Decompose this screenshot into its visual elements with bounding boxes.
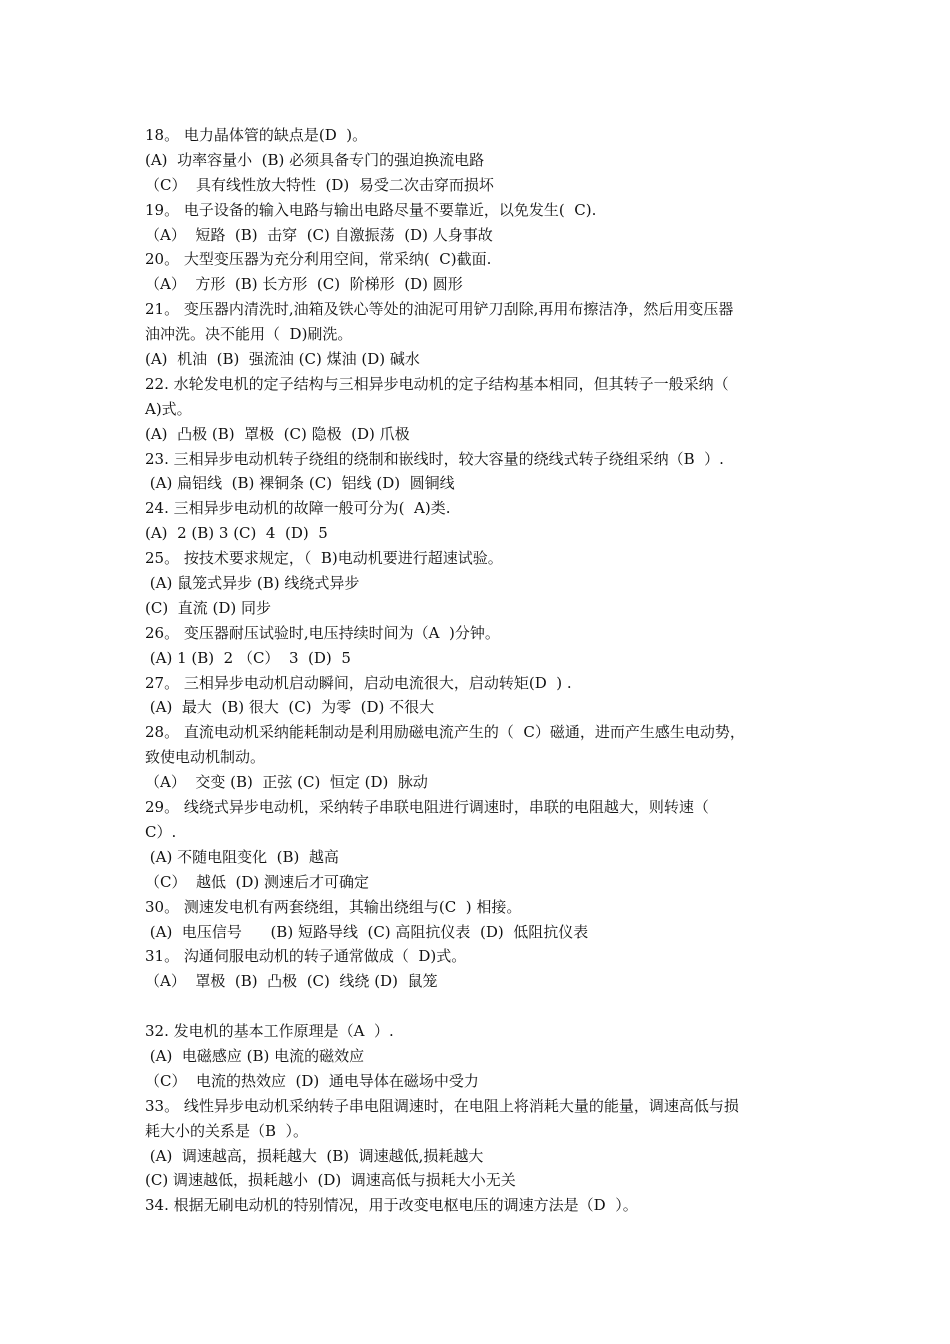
question-19-stem: 19。 电子设备的输入电路与输出电路尽量不要靠近，以免发生( C). — [145, 200, 597, 219]
question-21-stem-line-1: 21。 变压器内清洗时,油箱及铁心等处的油泥可用铲刀刮除,再用布擦洁净，然后用变压器 — [145, 300, 734, 319]
question-29-options-cd: （C） 越低 (D) 测速后才可确定 — [145, 872, 370, 891]
question-21-stem-line-2: 油冲洗。决不能用（ D)刷洗。 — [145, 325, 353, 344]
question-20-stem: 20。 大型变压器为充分利用空间，常采纳( C)截面. — [145, 250, 492, 269]
question-25-stem: 25。 按技术要求规定，（ B)电动机要进行超速试验。 — [145, 549, 503, 568]
question-28-stem-line-1: 28。 直流电动机采纳能耗制动是利用励磁电流产生的（ C）磁通，进而产生感生电动势， — [145, 723, 745, 742]
question-26-options: (A) 1 (B) 2 （C） 3 (D) 5 — [145, 648, 351, 667]
question-27-options: (A) 最大 (B) 很大 (C) 为零 (D) 不很大 — [145, 698, 435, 717]
question-23-stem: 23. 三相异步电动机转子绕组的绕制和嵌线时，较大容量的绕线式转子绕组采纳（B ）. — [145, 449, 724, 468]
question-24-options: (A) 2 (B) 3 (C) 4 (D) 5 — [145, 524, 328, 543]
question-22-options: (A) 凸极 (B) 罩极 (C) 隐极 (D) 爪极 — [145, 424, 410, 443]
question-25-options-ab: (A) 鼠笼式异步 (B) 线绕式异步 — [145, 574, 360, 593]
question-26-stem: 26。 变压器耐压试验时,电压持续时间为（A )分钟。 — [145, 623, 500, 642]
question-19-options: （A） 短路 (B) 击穿 (C) 自激振荡 (D) 人身事故 — [145, 225, 493, 244]
question-33-options-cd: (C) 调速越低，损耗越小 (D) 调速高低与损耗大小无关 — [145, 1171, 516, 1190]
question-33-stem-line-2: 耗大小的关系是（B ）。 — [145, 1121, 309, 1140]
question-30-options: (A) 电压信号 (B) 短路导线 (C) 高阻抗仪表 (D) 低阻抗仪表 — [145, 922, 589, 941]
question-22-stem-line-1: 22. 水轮发电机的定子结构与三相异步电动机的定子结构基本相同，但其转子一般采纳（ — [145, 374, 729, 393]
question-31-stem: 31。 沟通伺服电动机的转子通常做成（ D)式。 — [145, 947, 467, 966]
question-32-options-ab: (A) 电磁感应 (B) 电流的磁效应 — [145, 1046, 365, 1065]
question-18-options-ab: (A) 功率容量小 (B) 必须具备专门的强迫换流电路 — [145, 150, 485, 169]
question-30-stem: 30。 测速发电机有两套绕组，其输出绕组与(C ) 相接。 — [145, 897, 522, 916]
question-29-options-ab: (A) 不随电阻变化 (B) 越高 — [145, 847, 339, 866]
question-29-stem-line-1: 29。 线绕式异步电动机，采纳转子串联电阻进行调速时，串联的电阻越大，则转速（ — [145, 798, 709, 817]
question-28-options: （A） 交变 (B) 正弦 (C) 恒定 (D) 脉动 — [145, 773, 428, 792]
question-18-options-cd: （C） 具有线性放大特性 (D) 易受二次击穿而损坏 — [145, 175, 494, 194]
question-20-options: （A） 方形 (B) 长方形 (C) 阶梯形 (D) 圆形 — [145, 275, 463, 294]
question-29-stem-line-2: C）. — [145, 822, 177, 841]
blank-line — [145, 994, 835, 1019]
question-18-stem: 18。 电力晶体管的缺点是(D )。 — [145, 126, 368, 144]
question-25-options-cd: (C) 直流 (D) 同步 — [145, 598, 271, 617]
question-24-stem: 24. 三相异步电动机的故障一般可分为( A)类. — [145, 499, 451, 518]
question-32-stem: 32. 发电机的基本工作原理是（A ）. — [145, 1022, 394, 1041]
question-27-stem: 27。 三相异步电动机启动瞬间，启动电流很大，启动转矩(D ) . — [145, 673, 572, 692]
question-33-stem-line-1: 33。 线性异步电动机采纳转子串电阻调速时，在电阻上将消耗大量的能量，调速高低与损 — [145, 1096, 739, 1115]
question-34-stem: 34. 根据无刷电动机的特别情况，用于改变电枢电压的调速方法是（D ）。 — [145, 1196, 638, 1215]
question-31-options: （A） 罩极 (B) 凸极 (C) 线绕 (D) 鼠笼 — [145, 972, 438, 991]
question-28-stem-line-2: 致使电动机制动。 — [145, 748, 266, 767]
question-23-options: (A) 扁铝线 (B) 裸铜条 (C) 铝线 (D) 圆铜线 — [145, 474, 455, 493]
question-33-options-ab: (A) 调速越高，损耗越大 (B) 调速越低,损耗越大 — [145, 1146, 484, 1165]
question-21-options: (A) 机油 (B) 强流油 (C) 煤油 (D) 碱水 — [145, 350, 420, 369]
question-text-block — [145, 123, 835, 1218]
question-22-stem-line-2: A)式。 — [145, 399, 192, 418]
question-32-options-cd: （C） 电流的热效应 (D) 通电导体在磁场中受力 — [145, 1071, 479, 1090]
